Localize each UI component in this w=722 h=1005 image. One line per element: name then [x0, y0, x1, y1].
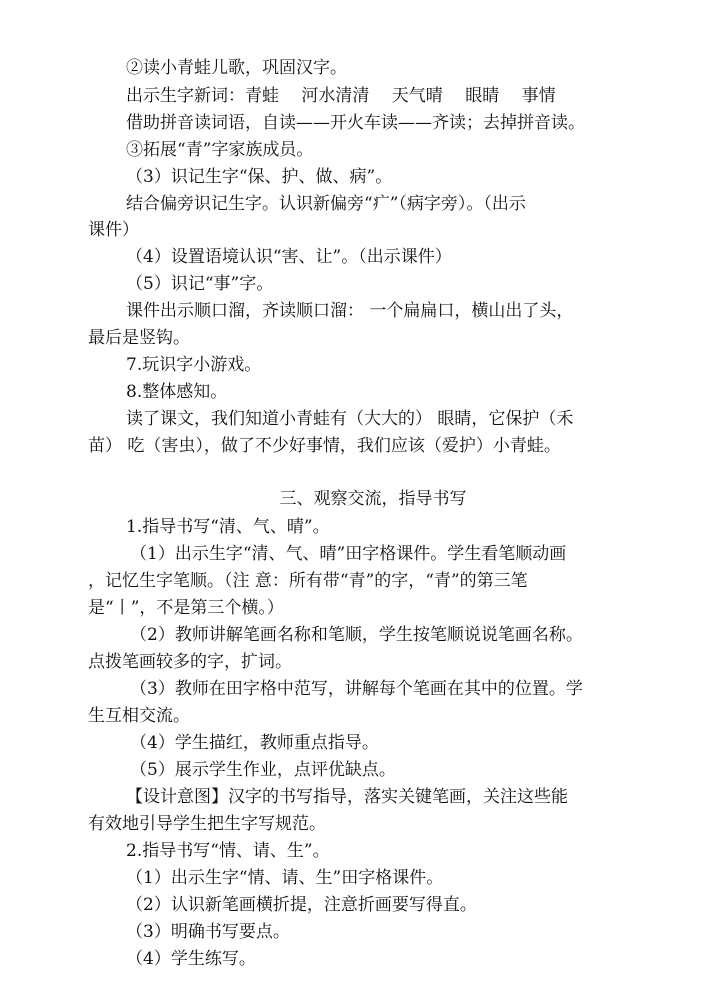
text-line: 苗） 吃（害虫），做了不少好事情，我们应该（爱护）小青蛙。: [88, 436, 561, 456]
text-line: 【设计意图】汉字的书写指导，落实关键笔画，关注这些能: [126, 787, 568, 807]
text-line: （2）教师讲解笔画名称和笔顺，学生按笔顺说说笔画名称。: [130, 625, 583, 645]
text-line: 生互相交流。: [88, 706, 190, 726]
text-line: （1）出示生字“情、请、生”田字格课件。: [126, 868, 444, 888]
text-line: （5）展示学生作业，点评优缺点。: [130, 760, 396, 780]
text-line: ②读小青蛙儿歌，巩固汉字。: [126, 58, 347, 78]
text-line: （1）出示生字“清、气、晴”田字格课件。学生看笔顺动画: [130, 544, 567, 564]
text-line: （4）设置语境认识“害、让”。（出示课件）: [126, 247, 452, 267]
text-line: 结合偏旁识记生字。认识新偏旁“疒”（病字旁）。（出示: [126, 194, 526, 214]
text-line: 8.整体感知。: [126, 382, 228, 402]
text-line: 课件）: [88, 220, 139, 240]
text-line: ，记忆生字笔顺。（注 意：所有带“青”的字，“青”的第三笔: [88, 571, 528, 591]
text-line: 有效地引导学生把生字写规范。: [88, 814, 326, 834]
text-line: 2.指导书写“情、请、生”。: [126, 841, 330, 861]
text-line: 出示生字新词：青蛙 河水清清 天气晴 眼睛 事情: [126, 86, 556, 106]
text-line: 点拨笔画较多的字，扩词。: [88, 652, 292, 672]
section-heading: 三、观察交流，指导书写: [279, 489, 467, 509]
text-line: （3）明确书写要点。: [126, 922, 290, 942]
text-line: （3）教师在田字格中范写，讲解每个笔画在其中的位置。学: [130, 679, 583, 699]
text-line: （3）识记生字“保、护、做、病”。: [126, 167, 393, 187]
text-line: 是“丨”，不是第三个横。）: [88, 598, 284, 618]
text-line: ③拓展“青”字家族成员。: [126, 140, 314, 160]
text-line: （4）学生练写。: [126, 949, 256, 969]
text-line: （2）认识新笔画横折提，注意折画要写得直。: [126, 895, 477, 915]
text-line: 7.玩识字小游戏。: [126, 355, 262, 375]
text-line: （4）学生描红，教师重点指导。: [130, 733, 379, 753]
text-line: 最后是竖钩。: [88, 328, 190, 348]
text-line: 1.指导书写“清、气、晴”。: [126, 517, 330, 537]
text-line: 课件出示顺口溜，齐读顺口溜： 一个扁扁口，横山出了头，: [126, 301, 574, 321]
text-line: 读了课文，我们知道小青蛙有（大大的） 眼睛，它保护（禾: [126, 409, 574, 429]
text-line: 借助拼音读词语，自读——开火车读——齐读；去掉拼音读。: [126, 113, 585, 133]
text-line: （5）识记“事”字。: [126, 274, 274, 294]
